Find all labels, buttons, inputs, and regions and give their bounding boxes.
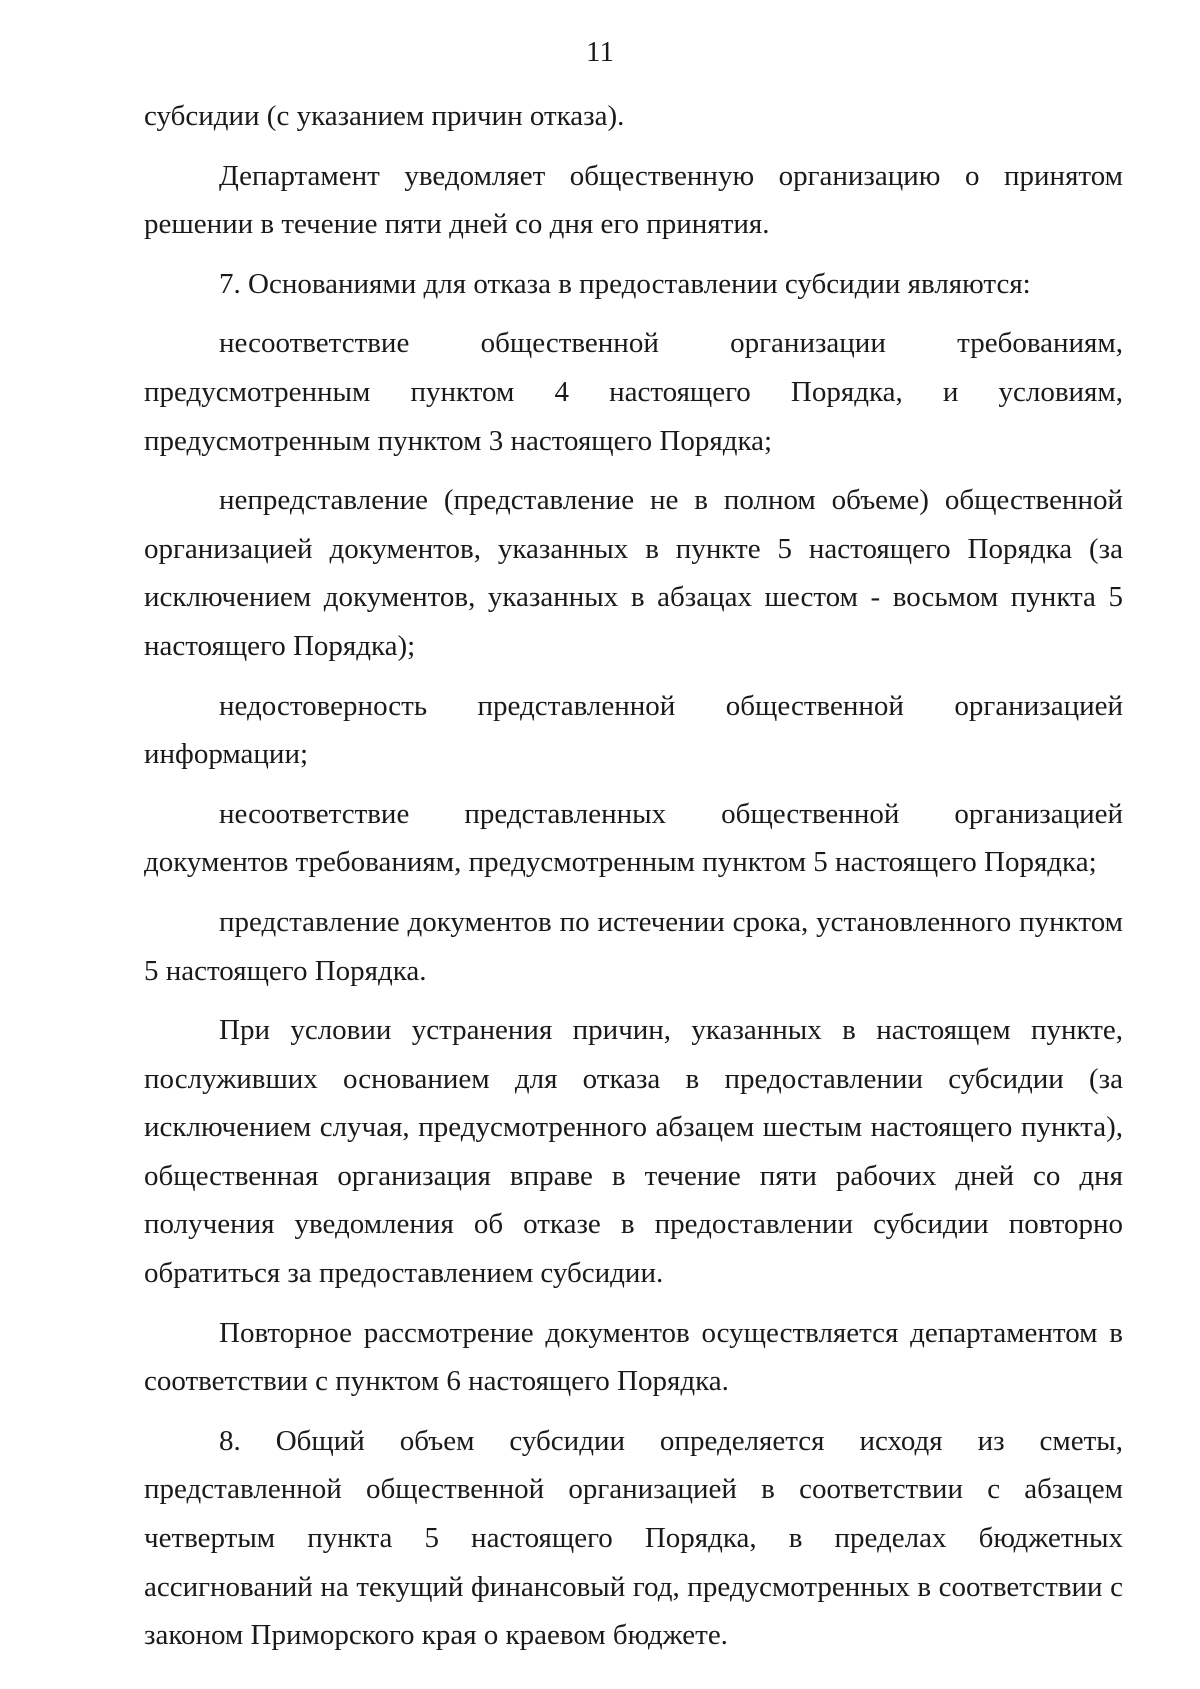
paragraph-continuation: субсидии (с указанием причин отказа). — [144, 100, 625, 132]
paragraph-refusal-ground-2: непредставление (представление не в полном объеме) общественной организацией документов, указанных в пункте 5 настоящего Порядка (за исключением документов, указанных в абзацах шестом - восьмом пункта 5 настоящего Порядка); — [144, 484, 1123, 662]
paragraph-item-7-heading: 7. Основаниями для отказа в предоставлении субсидии являются: — [219, 267, 1031, 300]
paragraph-resubmission: При условии устранения причин, указанных в настоящем пункте, послуживших основанием для отказа в предоставлении субсидии (за исключением случая, предусмотренного абзацем шестым настоящего пункта), общественная организация вправе в течение пяти рабочих дней со дня получения уведомления об отказе в предоставлении субсидии повторно обратиться за предоставлением субсидии. — [144, 1014, 1123, 1290]
paragraph-department-notice: Департамент уведомляет общественную организацию о принятом решении в течение пяти дней со дня его принятия. — [144, 159, 1123, 241]
paragraph-refusal-ground-1: несоответствие общественной организации требованиям, предусмотренным пунктом 4 настоящего Порядка, и условиям, предусмотренным пунктом 3 настоящего Порядка; — [144, 327, 1123, 457]
paragraph-refusal-ground-5: представление документов по истечении срока, установленного пунктом 5 настоящего Порядка. — [144, 905, 1123, 987]
page-number: 11 — [586, 36, 614, 68]
paragraph-refusal-ground-3: недостоверность представленной общественной организацией информации; — [144, 689, 1123, 771]
paragraph-item-8: 8. Общий объем субсидии определяется исходя из сметы, представленной общественной организацией в соответствии с абзацем четвертым пункта 5 настоящего Порядка, в пределах бюджетных ассигнований на текущий финансовый год, предусмотренных в соответствии с законом Приморского края о краевом бюджете. — [144, 1424, 1123, 1652]
paragraph-repeat-review: Повторное рассмотрение документов осуществляется департаментом в соответствии с пунктом 6 настоящего Порядка. — [144, 1316, 1123, 1398]
document-body — [144, 92, 1123, 1660]
paragraph-refusal-ground-4: несоответствие представленных общественной организацией документов требованиям, предусмотренным пунктом 5 настоящего Порядка; — [144, 797, 1123, 879]
